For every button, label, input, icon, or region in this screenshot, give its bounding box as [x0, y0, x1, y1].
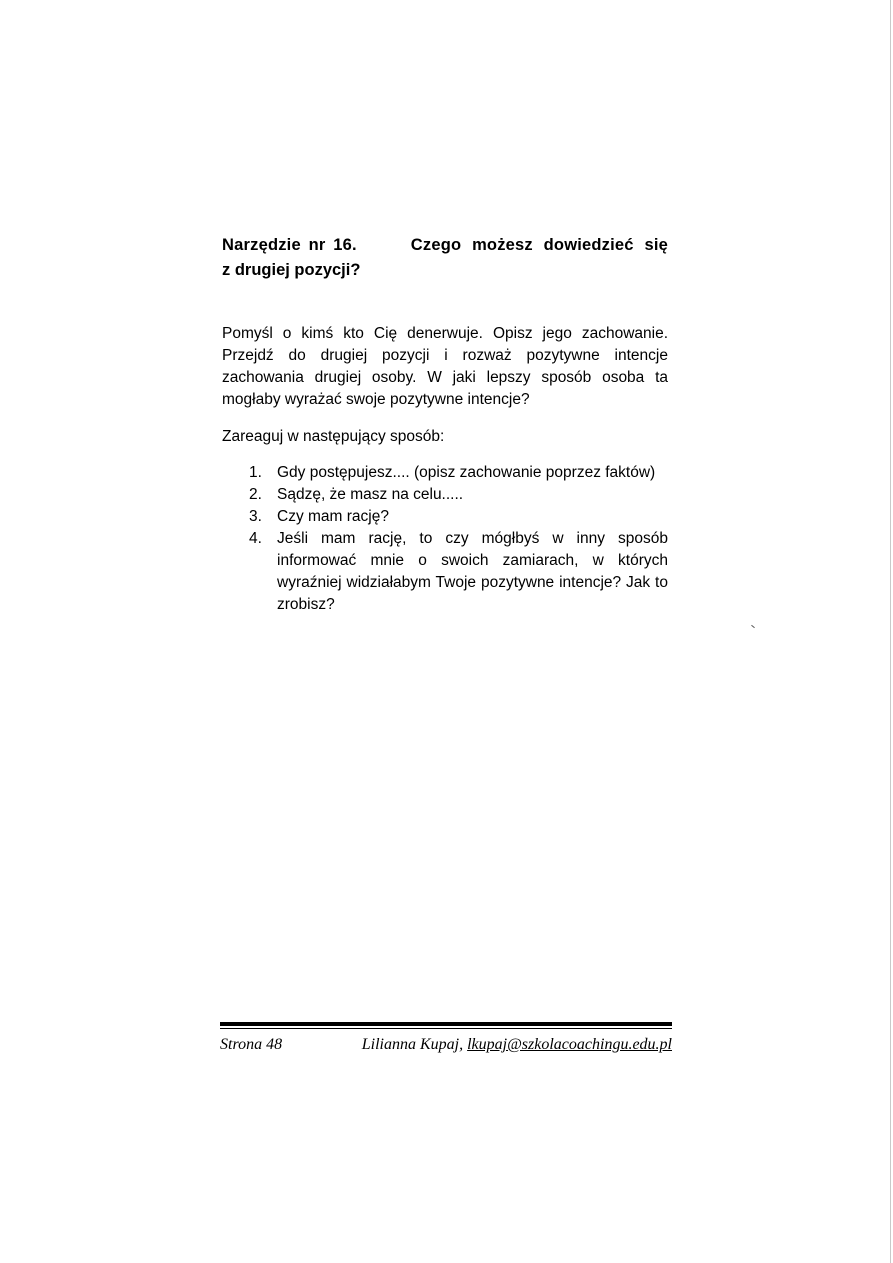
scan-speck [751, 625, 755, 628]
step-number: 2. [249, 486, 262, 503]
react-paragraph: Zareaguj w następujący sposób: [222, 428, 445, 445]
footer-rule-thick [220, 1022, 672, 1026]
tool-heading [222, 233, 668, 283]
footer-author [362, 1035, 672, 1055]
document-body [222, 233, 668, 616]
page-footer [220, 1022, 672, 1055]
heading-question-part-1: Czego możesz dowiedzieć się [410, 236, 668, 254]
author-email-link[interactable]: lkupaj@szkolacoachingu.edu.pl [467, 1036, 672, 1053]
step-text: Czy mam rację? [277, 508, 389, 525]
list-item [222, 462, 668, 484]
step-number: 3. [249, 508, 262, 525]
tool-number: Narzędzie nr 16. [222, 236, 357, 254]
page-edge-line [890, 0, 891, 1263]
footer-rule-thin [220, 1028, 672, 1029]
author-name: Lilianna Kupaj, [361, 1036, 464, 1053]
heading-question-part-2: z drugiej pozycji? [222, 261, 361, 279]
list-item [222, 506, 668, 528]
list-item [222, 484, 668, 506]
step-text: Jeśli mam rację, to czy mógłbyś w inny sposób informować mnie o swoich zamiarach, w których wyraźniej widziałabym Twoje pozytywne intencje? Jak to zrobisz? [277, 530, 668, 613]
footer-text [220, 1035, 672, 1055]
step-text: Sądzę, że masz na celu..... [277, 486, 464, 503]
step-number: 4. [249, 530, 262, 547]
step-text: Gdy postępujesz.... (opisz zachowanie poprzez faktów) [277, 464, 656, 481]
steps-list [222, 462, 668, 616]
list-item [222, 528, 668, 616]
step-number: 1. [249, 464, 262, 481]
heading-line-1 [222, 233, 668, 258]
intro-paragraph: Pomyśl o kimś kto Cię denerwuje. Opisz jego zachowanie. Przejdź do drugiej pozycji i rozważ pozytywne intencje zachowania drugiej osoby. W jaki lepszy sposób osoba ta mogłaby wyrażać swoje pozytywne intencje? [222, 325, 668, 408]
page-number-label: Strona 48 [220, 1036, 283, 1053]
